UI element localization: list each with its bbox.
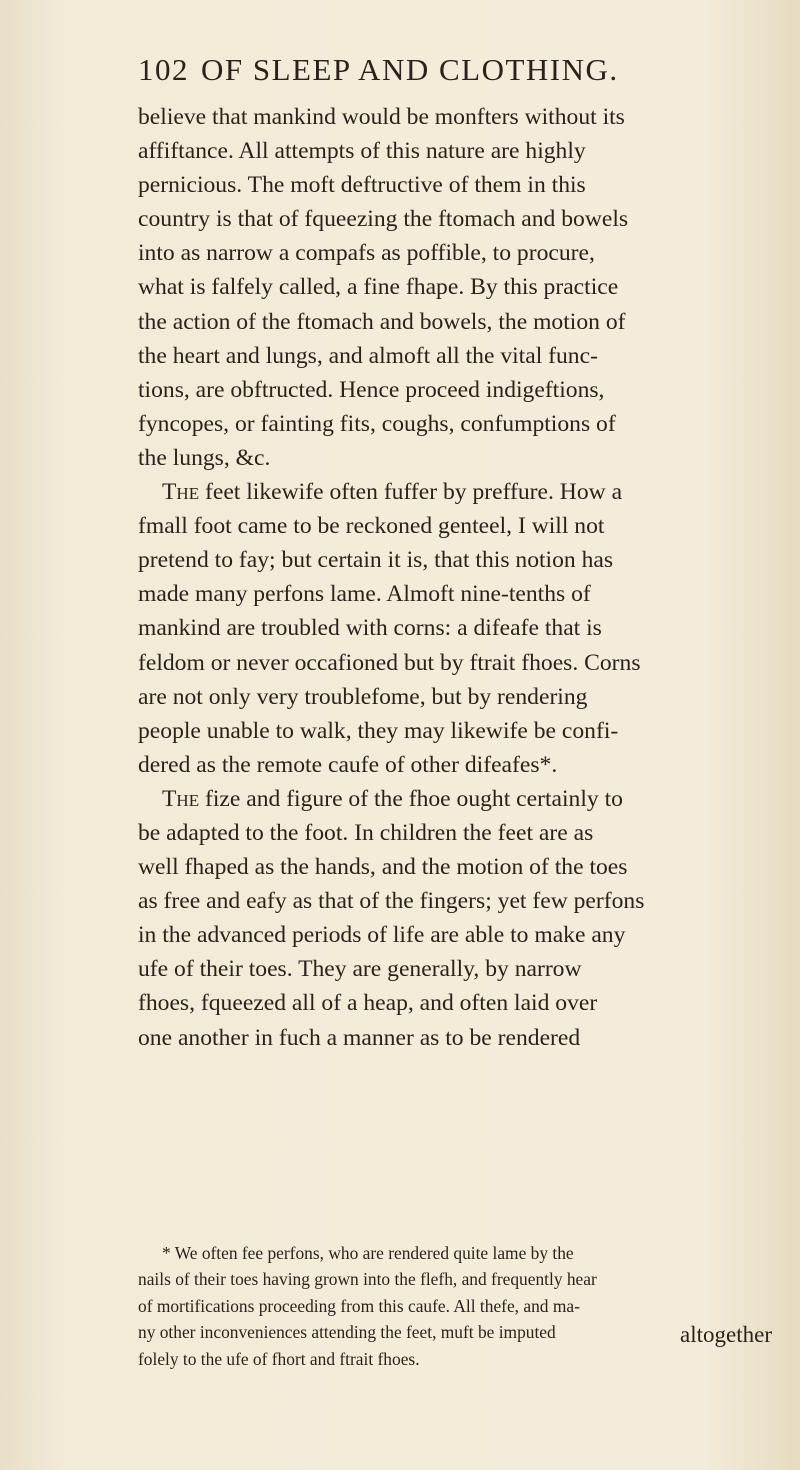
text-line: the action of the ftomach and bowels, the motion of xyxy=(138,308,626,335)
paragraph-lead: The xyxy=(162,785,200,812)
text-line: people unable to walk, they may likewife be confi- xyxy=(138,717,619,744)
text-line: fize and figure of the fhoe ought certainly to xyxy=(204,785,623,812)
text-line: what is falfely called, a fine fhape. By this practice xyxy=(138,274,619,301)
text-line: are not only very troublefome, but by rendering xyxy=(138,683,588,710)
footnote-line: * We often fee perfons, who are rendered quite lame by the xyxy=(162,1243,574,1263)
text-line: in the advanced periods of life are able to make any xyxy=(138,922,626,949)
text-line: tions, are obftructed. Hence proceed indigeftions, xyxy=(138,376,605,403)
running-header xyxy=(138,52,619,88)
text-line: one another in fuch a manner as to be rendered xyxy=(138,1024,581,1051)
text-line: be adapted to the foot. In children the feet are as xyxy=(138,819,594,846)
footnote-line: of mortifications proceeding from this caufe. All thefe, and ma- xyxy=(138,1295,580,1316)
text-line: the lungs, &c. xyxy=(138,444,271,471)
text-line: believe that mankind would be monfters without its xyxy=(138,104,625,130)
text-line: as free and eafy as that of the fingers; yet few perfons xyxy=(138,888,645,915)
text-line: feldom or never occafioned but by ftrait fhoes. Corns xyxy=(138,649,641,676)
text-line: made many perfons lame. Almoft nine-tenths of xyxy=(138,581,591,608)
paragraph-start xyxy=(138,475,768,509)
text-line: into as narrow a compafs as poffible, to procure, xyxy=(138,240,595,267)
text-line: mankind are troubled with corns: a difeafe that is xyxy=(138,615,602,642)
text-line: pretend to fay; but certain it is, that this notion has xyxy=(138,547,614,574)
text-line: fhoes, fqueezed all of a heap, and often laid over xyxy=(138,990,598,1017)
text-line: pernicious. The moft deftructive of them in this xyxy=(138,172,586,199)
text-line: well fhaped as the hands, and the motion of the toes xyxy=(138,854,628,881)
catchword: altogether xyxy=(680,1322,772,1347)
footnote-line: ny other inconveniences attending the feet, muft be imputed xyxy=(138,1322,556,1343)
text-line: dered as the remote caufe of other difeafes*. xyxy=(138,751,558,778)
text-line: fyncopes, or fainting fits, coughs, confumptions of xyxy=(138,410,616,437)
text-line: the heart and lungs, and almoft all the vital func- xyxy=(138,342,598,369)
paragraph-start xyxy=(138,782,768,816)
text-line: country is that of fqueezing the ftomach and bowels xyxy=(138,206,629,233)
footnote xyxy=(138,1240,778,1372)
running-title: OF SLEEP AND CLOTHING. xyxy=(201,52,619,87)
footnote-line: nails of their toes having grown into the flefh, and frequently hear xyxy=(138,1269,597,1290)
text-line: feet likewife often fuffer by preffure. How a xyxy=(204,479,623,506)
text-line: ufe of their toes. They are generally, by narrow xyxy=(138,956,582,983)
text-line: affiftance. All attempts of this nature are highly xyxy=(138,138,586,165)
footnote-line: folely to the ufe of fhort and ftrait fhoes. xyxy=(138,1348,420,1369)
text-line: fmall foot came to be reckoned genteel, I will not xyxy=(138,513,605,540)
page-number: 102 xyxy=(138,52,189,87)
paragraph-lead: The xyxy=(162,479,200,506)
body-text xyxy=(138,100,768,1055)
